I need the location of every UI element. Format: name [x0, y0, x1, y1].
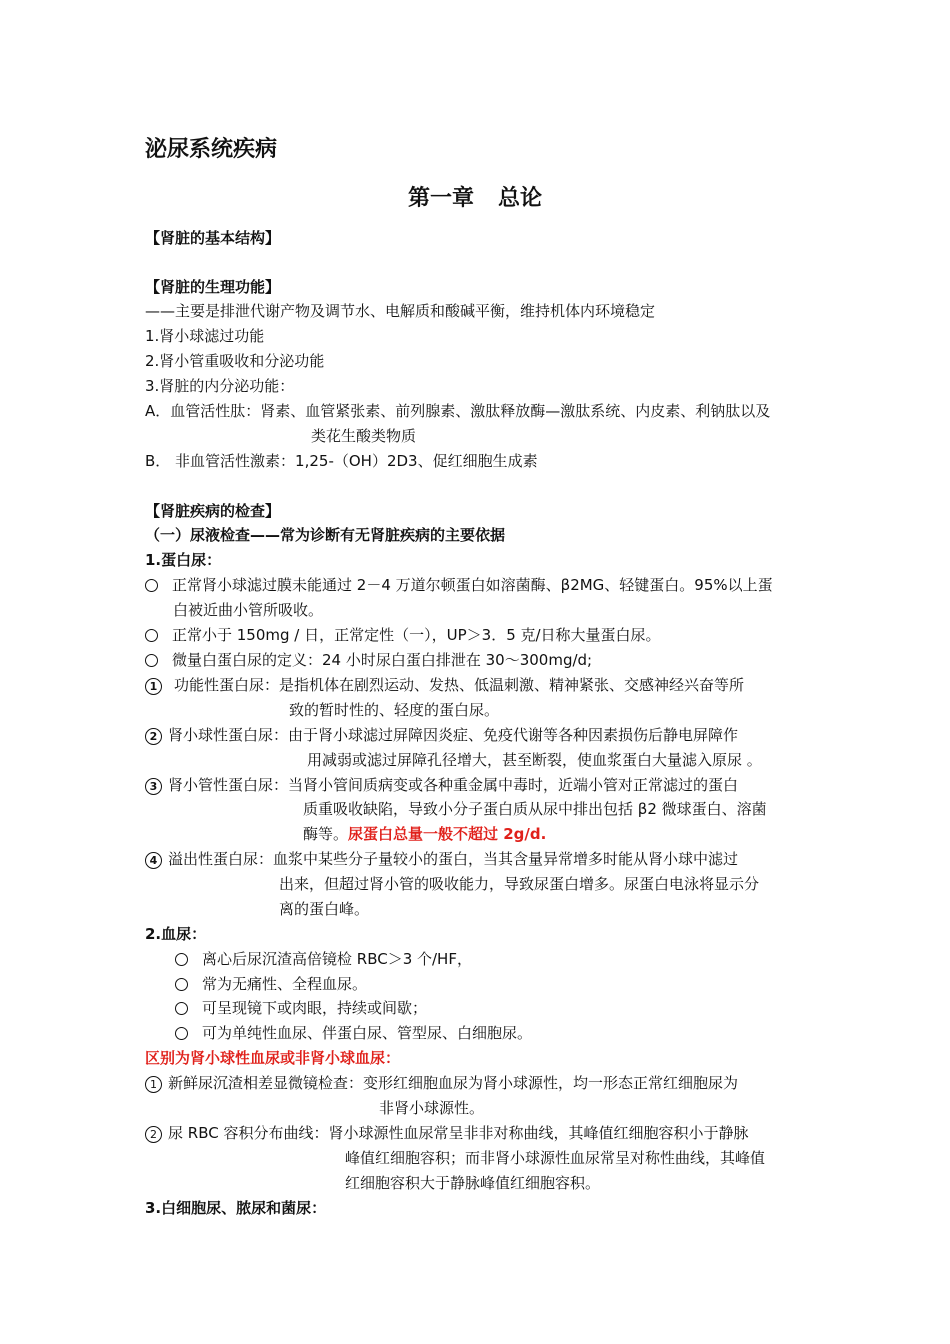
function-lead: ——主要是排泄代谢产物及调节水、电解质和酸碱平衡，维持机体内环境稳定	[145, 302, 656, 320]
proteinuria-heading: 1.蛋白尿：	[145, 551, 222, 569]
proteinuria-type-3-cont2: 酶等。尿蛋白总量一般不超过 2g/d.	[303, 825, 547, 843]
hematuria-method-1-cont: 非肾小球源性。	[379, 1099, 485, 1117]
urine-exam-heading: （一）尿液检查——常为诊断有无肾脏疾病的主要依据	[145, 526, 506, 544]
bullet-circle-icon	[175, 978, 188, 991]
proteinuria-type-1-cont: 致的暂时性的、轻度的蛋白尿。	[289, 701, 500, 719]
proteinuria-bullet-3: 微量白蛋白尿的定义：24 小时尿白蛋白排泄在 30～300mg/d;	[145, 649, 592, 671]
hematuria-bullet-2: 常为无痛性、全程血尿。	[175, 973, 367, 995]
bullet-circle-icon	[145, 629, 158, 642]
circled-number-3-icon: 3	[145, 778, 162, 795]
function-item-1: 1.肾小球滤过功能	[145, 327, 265, 345]
chapter-number: 第一章	[407, 186, 474, 211]
proteinuria-type-1: 1 功能性蛋白尿：是指机体在剧烈运动、发热、低温刺激、精神紧张、交感神经兴奋等所	[145, 674, 744, 696]
section-heading-kidney-structure: 【肾脏的基本结构】	[145, 229, 281, 247]
bullet-circle-icon	[175, 1027, 188, 1040]
proteinuria-limit-highlight: 尿蛋白总量一般不超过 2g/d.	[348, 825, 547, 843]
chapter-title	[0, 184, 950, 214]
proteinuria-type-4: 4 溢出性蛋白尿：血浆中某些分子量较小的蛋白，当其含量异常增多时能从肾小球中滤过	[145, 848, 738, 870]
function-item-3: 3.肾脏的内分泌功能：	[145, 377, 295, 395]
leukocyturia-heading: 3.白细胞尿、脓尿和菌尿：	[145, 1199, 327, 1217]
bullet-circle-icon	[145, 654, 158, 667]
bullet-circle-icon	[175, 953, 188, 966]
hematuria-differentiation-heading: 区别为肾小球性血尿或非肾小球血尿：	[145, 1049, 401, 1067]
document-title: 泌尿系统疾病	[145, 137, 278, 162]
section-heading-kidney-exam: 【肾脏疾病的检查】	[145, 502, 281, 520]
section-heading-kidney-function: 【肾脏的生理功能】	[145, 278, 281, 296]
circled-number-4-icon: 4	[145, 852, 162, 869]
circled-number-2-icon: 2	[145, 1126, 162, 1143]
proteinuria-type-2: 2 肾小球性蛋白尿：由于肾小球滤过屏障因炎症、免疫代谢等各种因素损伤后静电屏障作	[145, 724, 738, 746]
hematuria-method-1: 1 新鲜尿沉渣相差显微镜检查：变形红细胞血尿为肾小球源性，均一形态正常红细胞尿为	[145, 1072, 738, 1094]
proteinuria-bullet-2: 正常小于 150mg / 日，正常定性（一），UP＞3．5 克/日称大量蛋白尿。	[145, 624, 661, 646]
proteinuria-bullet-1: 正常肾小球滤过膜未能通过 2－4 万道尔顿蛋白如溶菌酶、β2MG、轻键蛋白。95%以上蛋	[145, 574, 773, 596]
chapter-name: 总论	[498, 186, 543, 211]
hematuria-bullet-1: 离心后尿沉渣高倍镜检 RBC＞3 个/HF，	[175, 948, 472, 970]
function-item-a-line2: 类花生酸类物质	[311, 427, 417, 445]
proteinuria-type-4-cont: 出来，但超过肾小管的吸收能力，导致尿蛋白增多。尿蛋白电泳将显示分	[279, 875, 760, 893]
function-item-2: 2.肾小管重吸收和分泌功能	[145, 352, 325, 370]
hematuria-heading: 2.血尿：	[145, 925, 207, 943]
proteinuria-bullet-1-cont: 白被近曲小管所吸收。	[173, 601, 324, 619]
function-item-a-line1: A．血管活性肽：肾素、血管紧张素、前列腺素、激肽释放酶—激肽系统、内皮素、利钠肽以及	[145, 402, 771, 420]
hematuria-bullet-4: 可为单纯性血尿、伴蛋白尿、管型尿、白细胞尿。	[175, 1022, 532, 1044]
circled-number-1-icon: 1	[145, 678, 162, 695]
hematuria-method-2-cont: 峰值红细胞容积；而非肾小球源性血尿常呈对称性曲线，其峰值	[345, 1149, 766, 1167]
hematuria-bullet-3: 可呈现镜下或肉眼，持续或间歇；	[175, 997, 427, 1019]
hematuria-method-2: 2 尿 RBC 容积分布曲线：肾小球源性血尿常呈非非对称曲线，其峰值红细胞容积小于静脉	[145, 1122, 748, 1144]
proteinuria-type-3: 3 肾小管性蛋白尿：当肾小管间质病变或各种重金属中毒时，近端小管对正常滤过的蛋白	[145, 774, 738, 796]
circled-number-1-icon: 1	[145, 1076, 162, 1093]
circled-number-2-icon: 2	[145, 728, 162, 745]
bullet-circle-icon	[175, 1002, 188, 1015]
proteinuria-type-3-cont: 质重吸收缺陷，导致小分子蛋白质从尿中排出包括 β2 微球蛋白、溶菌	[303, 800, 767, 818]
proteinuria-type-4-cont2: 离的蛋白峰。	[279, 900, 370, 918]
function-item-b: B． 非血管活性激素：1,25-（OH）2D3、促红细胞生成素	[145, 452, 538, 470]
bullet-circle-icon	[145, 579, 158, 592]
proteinuria-type-2-cont: 用减弱或滤过屏障孔径增大，甚至断裂，使血浆蛋白大量滤入原尿 。	[307, 751, 762, 769]
hematuria-method-2-cont2: 红细胞容积大于静脉峰值红细胞容积。	[345, 1174, 601, 1192]
